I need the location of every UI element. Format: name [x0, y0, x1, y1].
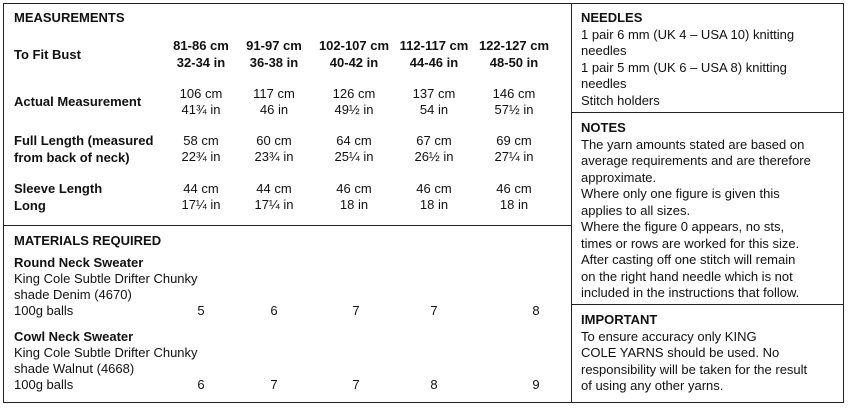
row-label: Long — [14, 198, 46, 213]
important-heading: IMPORTANT — [581, 312, 658, 327]
needles-heading: NEEDLES — [581, 10, 643, 25]
table-cell: 146 cm — [492, 86, 536, 101]
needles-line: needles — [581, 76, 627, 91]
notes-line: included in the instructions that follow. — [581, 285, 800, 300]
section-divider — [571, 112, 844, 113]
material-name: Cowl Neck Sweater — [14, 329, 134, 344]
important-line: of using any other yarns. — [581, 378, 724, 393]
table-cell: 18 in — [419, 197, 449, 212]
needles-line: Stitch holders — [581, 92, 660, 108]
table-cell: 106 cm — [179, 86, 223, 101]
notes-heading: NOTES — [581, 120, 626, 135]
table-cell: 67 cm — [416, 133, 452, 148]
table-cell: 8 — [430, 377, 438, 392]
notes-line: applies to all sizes. — [581, 202, 691, 218]
table-cell: 7 — [352, 303, 360, 318]
section-divider — [3, 225, 572, 226]
row-label: To Fit Bust — [14, 47, 81, 62]
table-cell: 18 in — [499, 197, 529, 212]
material-shade: shade Denim (4670) — [14, 287, 132, 302]
size-in: 40-42 in — [329, 55, 379, 70]
size-cm: 91-97 cm — [246, 38, 302, 53]
size-in: 32-34 in — [176, 55, 226, 70]
row-label: from back of neck) — [14, 150, 130, 165]
table-cell: 117 cm — [253, 86, 295, 101]
section-divider — [571, 304, 844, 305]
table-cell: 7 — [430, 303, 438, 318]
table-cell: 7 — [270, 377, 278, 392]
material-unit: 100g balls — [14, 303, 74, 318]
notes-line: Where the figure 0 appears, no sts, — [581, 219, 785, 234]
table-cell: 8 — [532, 303, 540, 318]
table-cell: 57½ in — [494, 102, 534, 117]
size-in: 48-50 in — [489, 55, 539, 70]
column-divider — [571, 3, 572, 403]
size-cm: 122-127 cm — [478, 38, 550, 53]
table-cell: 22¾ in — [181, 149, 221, 164]
table-cell: 137 cm — [412, 86, 456, 101]
table-cell: 46 in — [259, 102, 289, 117]
material-yarn: King Cole Subtle Drifter Chunky — [14, 345, 198, 360]
table-cell: 25¼ in — [334, 149, 374, 164]
table-cell: 26½ in — [414, 149, 454, 164]
notes-line: on the right hand needle which is not — [581, 268, 793, 284]
table-cell: 5 — [197, 303, 205, 318]
table-cell: 69 cm — [496, 133, 532, 148]
table-cell: 49½ in — [334, 102, 374, 117]
table-cell: 17¼ in — [181, 197, 221, 212]
size-cm: 81-86 cm — [173, 38, 229, 53]
material-unit: 100g balls — [14, 377, 74, 392]
table-cell: 41¾ in — [181, 102, 221, 117]
table-cell: 9 — [532, 377, 540, 392]
table-cell: 44 cm — [183, 181, 219, 196]
needles-line: 1 pair 5 mm (UK 6 – USA 8) knitting — [581, 59, 787, 75]
table-cell: 46 cm — [416, 181, 452, 196]
material-yarn: King Cole Subtle Drifter Chunky — [14, 271, 198, 286]
table-cell: 64 cm — [336, 133, 372, 148]
table-cell: 54 in — [419, 102, 449, 117]
notes-line: approximate. — [581, 169, 657, 185]
row-label: Sleeve Length — [14, 181, 103, 196]
notes-line: The yarn amounts stated are based on — [581, 136, 805, 152]
row-label: Actual Measurement — [14, 94, 142, 109]
table-cell: 58 cm — [183, 133, 219, 148]
important-line: To ensure accuracy only KING — [581, 328, 757, 344]
table-cell: 46 cm — [496, 181, 532, 196]
material-name: Round Neck Sweater — [14, 255, 144, 270]
row-label: Full Length (measured — [14, 133, 154, 148]
table-cell: 23¾ in — [254, 149, 294, 164]
size-in: 36-38 in — [249, 55, 299, 70]
needles-line: needles — [581, 43, 627, 58]
table-cell: 46 cm — [336, 181, 372, 196]
material-shade: shade Walnut (4668) — [14, 361, 135, 376]
table-cell: 6 — [197, 377, 205, 392]
materials-heading: MATERIALS REQUIRED — [14, 233, 162, 248]
table-cell: 60 cm — [256, 133, 292, 148]
important-line: responsibility will be taken for the result — [581, 361, 808, 377]
notes-line: times or rows are worked for this size. — [581, 235, 800, 251]
notes-line: average requirements and are therefore — [581, 153, 811, 168]
table-cell: 6 — [270, 303, 278, 318]
table-cell: 27¼ in — [494, 149, 534, 164]
important-line: COLE YARNS should be used. No — [581, 345, 780, 360]
notes-line: Where only one figure is given this — [581, 186, 780, 201]
table-cell: 17¼ in — [254, 197, 294, 212]
notes-line: After casting off one stitch will remain — [581, 252, 796, 267]
table-cell: 44 cm — [256, 181, 292, 196]
notes-section — [581, 120, 839, 302]
needles-section — [581, 10, 839, 109]
measurements-heading: MEASUREMENTS — [14, 10, 125, 25]
size-cm: 112-117 cm — [399, 38, 469, 53]
table-cell: 7 — [352, 377, 360, 392]
size-in: 44-46 in — [409, 55, 459, 70]
table-cell: 18 in — [339, 197, 369, 212]
needles-line: 1 pair 6 mm (UK 4 – USA 10) knitting — [581, 26, 795, 42]
important-section — [581, 312, 839, 395]
table-cell: 126 cm — [332, 86, 376, 101]
size-cm: 102-107 cm — [318, 38, 390, 53]
